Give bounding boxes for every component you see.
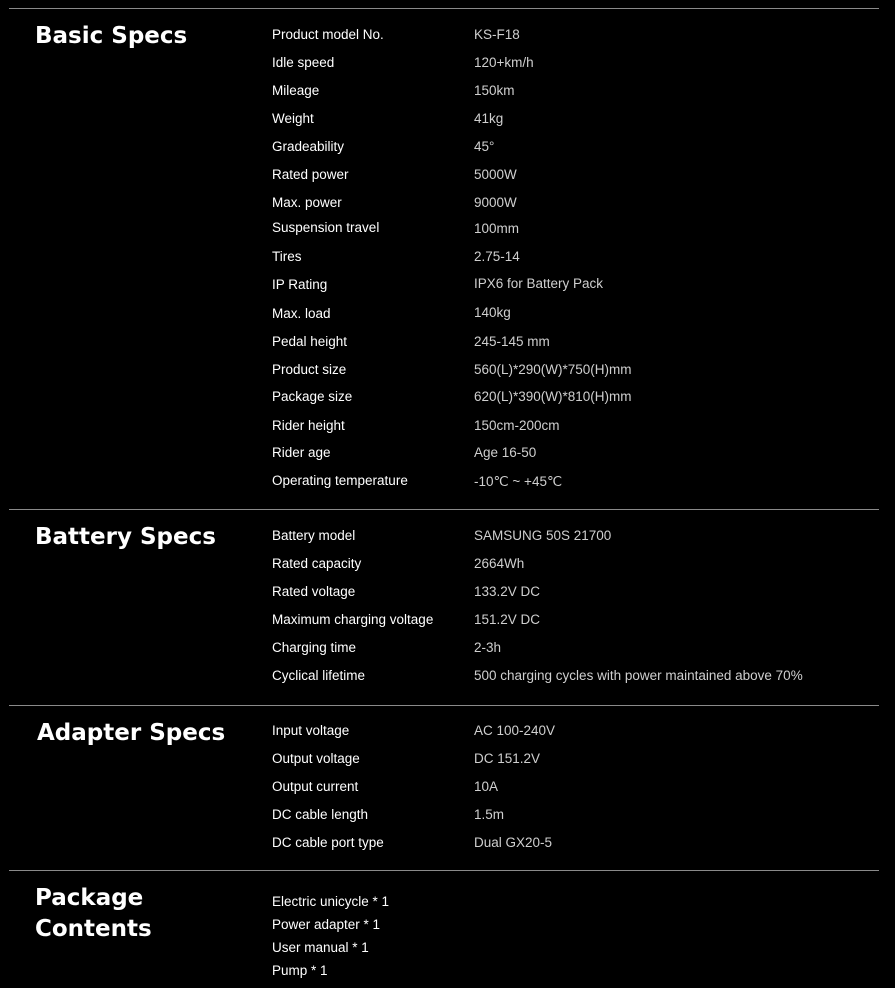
spec-label: Rated voltage	[272, 584, 356, 599]
spec-value: DC 151.2V	[474, 751, 541, 766]
spec-value: 140kg	[474, 305, 511, 320]
spec-label: Gradeability	[272, 139, 345, 154]
section-divider	[9, 509, 879, 510]
spec-value: 560(L)*290(W)*750(H)mm	[474, 362, 632, 377]
spec-value: IPX6 for Battery Pack	[474, 276, 604, 291]
spec-label: Output current	[272, 779, 359, 794]
spec-value: SAMSUNG 50S 21700	[474, 528, 612, 543]
spec-label: Tires	[272, 249, 302, 264]
spec-label: Battery model	[272, 528, 356, 543]
spec-label: Cyclical lifetime	[272, 668, 366, 683]
spec-label: DC cable length	[272, 807, 369, 822]
section-title-basic-specs: Basic Specs	[35, 23, 188, 49]
spec-value: AC 100-240V	[474, 723, 556, 738]
spec-label: IP Rating	[272, 277, 328, 292]
spec-value: 500 charging cycles with power maintained above 70%	[474, 668, 803, 683]
spec-label: Charging time	[272, 640, 357, 655]
spec-label: Package size	[272, 389, 353, 404]
spec-value: 1.5m	[474, 807, 505, 822]
section-divider	[9, 870, 879, 871]
package-item: Pump * 1	[272, 963, 328, 978]
spec-label: Weight	[272, 111, 314, 126]
spec-label: Maximum charging voltage	[272, 612, 434, 627]
spec-value: 2664Wh	[474, 556, 525, 571]
spec-label: Product model No.	[272, 27, 384, 42]
spec-value: 620(L)*390(W)*810(H)mm	[474, 389, 632, 404]
spec-label: Suspension travel	[272, 220, 380, 235]
spec-label: Idle speed	[272, 55, 335, 70]
spec-value: -10℃ ~ +45℃	[474, 474, 563, 489]
package-item: Power adapter * 1	[272, 917, 381, 932]
spec-label: DC cable port type	[272, 835, 384, 850]
spec-value: KS-F18	[474, 27, 520, 42]
spec-label: Max. power	[272, 195, 342, 210]
spec-label: Rated capacity	[272, 556, 362, 571]
section-divider	[9, 8, 879, 9]
spec-value: 150km	[474, 83, 515, 98]
spec-value: 120+km/h	[474, 55, 534, 70]
section-title-package-line2: Contents	[35, 916, 152, 942]
spec-label: Pedal height	[272, 334, 348, 349]
section-divider	[9, 705, 879, 706]
spec-value: 150cm-200cm	[474, 418, 560, 433]
section-title-battery-specs: Battery Specs	[35, 524, 216, 550]
spec-value: 2.75-14	[474, 249, 520, 264]
spec-label: Max. load	[272, 306, 331, 321]
spec-value: 10A	[474, 779, 499, 794]
spec-label: Mileage	[272, 83, 320, 98]
spec-value: Dual GX20-5	[474, 835, 553, 850]
spec-value: 9000W	[474, 195, 517, 210]
spec-label: Output voltage	[272, 751, 360, 766]
spec-label: Product size	[272, 362, 347, 377]
spec-value: 100mm	[474, 221, 520, 236]
spec-value: 245-145 mm	[474, 334, 550, 349]
package-item: User manual * 1	[272, 940, 369, 955]
section-title-adapter-specs: Adapter Specs	[37, 720, 226, 746]
spec-label: Input voltage	[272, 723, 350, 738]
spec-value: Age 16-50	[474, 445, 537, 460]
spec-label: Rider age	[272, 445, 331, 460]
spec-value: 2-3h	[474, 640, 502, 655]
package-item: Electric unicycle * 1	[272, 894, 390, 909]
spec-value: 5000W	[474, 167, 517, 182]
section-title-package-line1: Package	[35, 885, 144, 911]
spec-value: 41kg	[474, 111, 504, 126]
spec-label: Operating temperature	[272, 473, 408, 488]
spec-value: 133.2V DC	[474, 584, 541, 599]
spec-label: Rider height	[272, 418, 345, 433]
spec-label: Rated power	[272, 167, 349, 182]
spec-value: 151.2V DC	[474, 612, 541, 627]
spec-value: 45°	[474, 139, 495, 154]
